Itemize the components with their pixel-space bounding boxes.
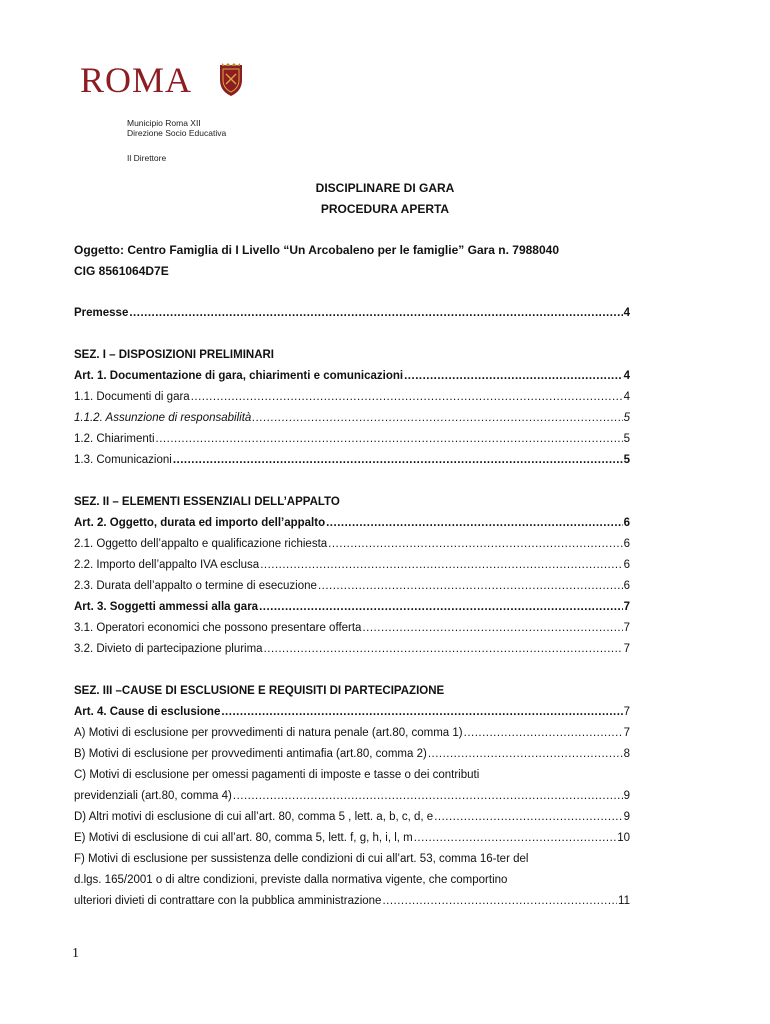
roma-logo (80, 62, 246, 98)
leader-dots (404, 369, 622, 384)
toc-label: 1.3. Comunicazioni (74, 454, 172, 466)
toc-entry-text: F) Motivi di esclusione per sussistenza delle condizioni di cui all’art. 53, comma 16-ter del (74, 853, 529, 865)
logo-text: ROMA (80, 60, 193, 100)
toc-page: 5 (623, 454, 630, 466)
toc-label: ulteriori divieti di contrattare con la pubblica amministrazione (74, 895, 382, 907)
toc-page: 6 (623, 559, 630, 571)
toc-entry-text: C) Motivi di esclusione per omessi pagamenti di imposte e tasse o dei contributi (74, 769, 480, 781)
toc-entry[interactable] (74, 516, 630, 531)
direttore-label: Il Direttore (127, 153, 167, 163)
toc-entry[interactable] (74, 432, 630, 447)
toc-label: Art. 2. Oggetto, durata ed importo dell’appalto (74, 517, 326, 529)
toc-page: 5 (623, 433, 630, 445)
toc-page: 11 (618, 895, 630, 907)
toc-page: 4 (623, 307, 630, 319)
toc-page: 7 (623, 643, 630, 655)
toc-entry[interactable] (74, 579, 630, 594)
leader-dots (326, 516, 622, 531)
toc-label: 2.3. Durata dell’appalto o termine di esecuzione (74, 580, 317, 592)
toc-page: 6 (623, 538, 630, 550)
toc-entry[interactable] (74, 810, 630, 825)
leader-dots (252, 411, 622, 426)
toc-page: 8 (623, 748, 630, 760)
leader-dots (318, 579, 623, 594)
toc-entry-text: d.lgs. 165/2001 o di altre condizioni, previste dalla normativa vigente, che comportino (74, 874, 508, 886)
toc-entry[interactable] (74, 642, 630, 657)
toc-entry[interactable] (74, 600, 630, 615)
leader-dots (362, 621, 622, 636)
toc-page: 6 (623, 580, 630, 592)
direzione-label: Direzione Socio Educativa (127, 128, 227, 138)
toc-label: A) Motivi di esclusione per provvedimenti di natura penale (art.80, comma 1) (74, 727, 463, 739)
leader-dots (129, 306, 622, 321)
toc-entry[interactable] (74, 411, 630, 426)
toc-page: 9 (623, 790, 630, 802)
toc-label: 3.1. Operatori economici che possono presentare offerta (74, 622, 362, 634)
section-heading: SEZ. II – ELEMENTI ESSENZIALI DELL’APPALTO (74, 496, 340, 508)
toc-page: 10 (617, 832, 630, 844)
leader-dots (428, 747, 623, 762)
toc-page: 7 (623, 727, 630, 739)
toc-entry[interactable] (74, 831, 630, 846)
toc-label: Premesse (74, 307, 129, 319)
toc-label: 1.1.2. Assunzione di responsabilità (74, 412, 252, 424)
leader-dots (191, 390, 623, 405)
toc-entry[interactable] (74, 726, 630, 741)
toc-page: 5 (623, 412, 630, 424)
leader-dots (221, 705, 622, 720)
leader-dots (233, 789, 623, 804)
toc-entry[interactable] (74, 558, 630, 573)
toc-entry[interactable] (74, 621, 630, 636)
toc-entry[interactable] (74, 537, 630, 552)
toc-entry[interactable] (74, 894, 630, 909)
leader-dots (434, 810, 622, 825)
toc-page: 4 (623, 391, 630, 403)
toc-label: Art. 4. Cause di esclusione (74, 706, 221, 718)
toc-entry[interactable] (74, 390, 630, 405)
leader-dots (264, 642, 623, 657)
document-subtitle: PROCEDURA APERTA (320, 202, 450, 216)
leader-dots (156, 432, 623, 447)
document-title: DISCIPLINARE DI GARA (315, 181, 455, 195)
toc-page: 7 (623, 622, 630, 634)
toc-label: D) Altri motivi di esclusione di cui all’art. 80, comma 5 , lett. a, b, c, d, e (74, 811, 434, 823)
toc-label: E) Motivi di esclusione di cui all’art. 80, comma 5, lett. f, g, h, i, l, m (74, 832, 413, 844)
toc-entry[interactable] (74, 453, 630, 468)
toc-page: 6 (623, 517, 630, 529)
municipio-label: Municipio Roma XII (127, 118, 201, 128)
toc-page: 7 (623, 706, 630, 718)
toc-label: 3.2. Divieto di partecipazione plurima (74, 643, 263, 655)
toc-entry[interactable] (74, 369, 630, 384)
leader-dots (173, 453, 623, 468)
toc-page: 4 (623, 370, 630, 382)
toc-label: Art. 1. Documentazione di gara, chiarimenti e comunicazioni (74, 370, 404, 382)
section-heading: SEZ. III –CAUSE DI ESCLUSIONE E REQUISITI DI PARTECIPAZIONE (74, 685, 445, 697)
leader-dots (464, 726, 623, 741)
toc-entry-premesse[interactable] (74, 306, 630, 321)
leader-dots (259, 600, 623, 615)
toc-entry[interactable] (74, 789, 630, 804)
toc-label: 1.1. Documenti di gara (74, 391, 190, 403)
toc-label: previdenziali (art.80, comma 4) (74, 790, 232, 802)
leader-dots (414, 831, 616, 846)
cig-line: CIG 8561064D7E (74, 264, 169, 278)
leader-dots (328, 537, 622, 552)
toc-label: B) Motivi di esclusione per provvedimenti antimafia (art.80, comma 2) (74, 748, 427, 760)
leader-dots (260, 558, 622, 573)
section-heading: SEZ. I – DISPOSIZIONI PRELIMINARI (74, 349, 274, 361)
toc-entry[interactable] (74, 705, 630, 720)
oggetto-line: Oggetto: Centro Famiglia di I Livello “Un Arcobaleno per le famiglie” Gara n. 7988040 (74, 243, 560, 257)
roma-crest-icon (216, 62, 246, 98)
leader-dots (382, 894, 617, 909)
page-number: 1 (72, 946, 79, 961)
toc-page: 9 (623, 811, 630, 823)
toc-label: Art. 3. Soggetti ammessi alla gara (74, 601, 259, 613)
toc-label: 2.1. Oggetto dell’appalto e qualificazione richiesta (74, 538, 328, 550)
toc-label: 2.2. Importo dell’appalto IVA esclusa (74, 559, 260, 571)
toc-entry[interactable] (74, 747, 630, 762)
toc-page: 7 (623, 601, 630, 613)
toc-label: 1.2. Chiarimenti (74, 433, 155, 445)
